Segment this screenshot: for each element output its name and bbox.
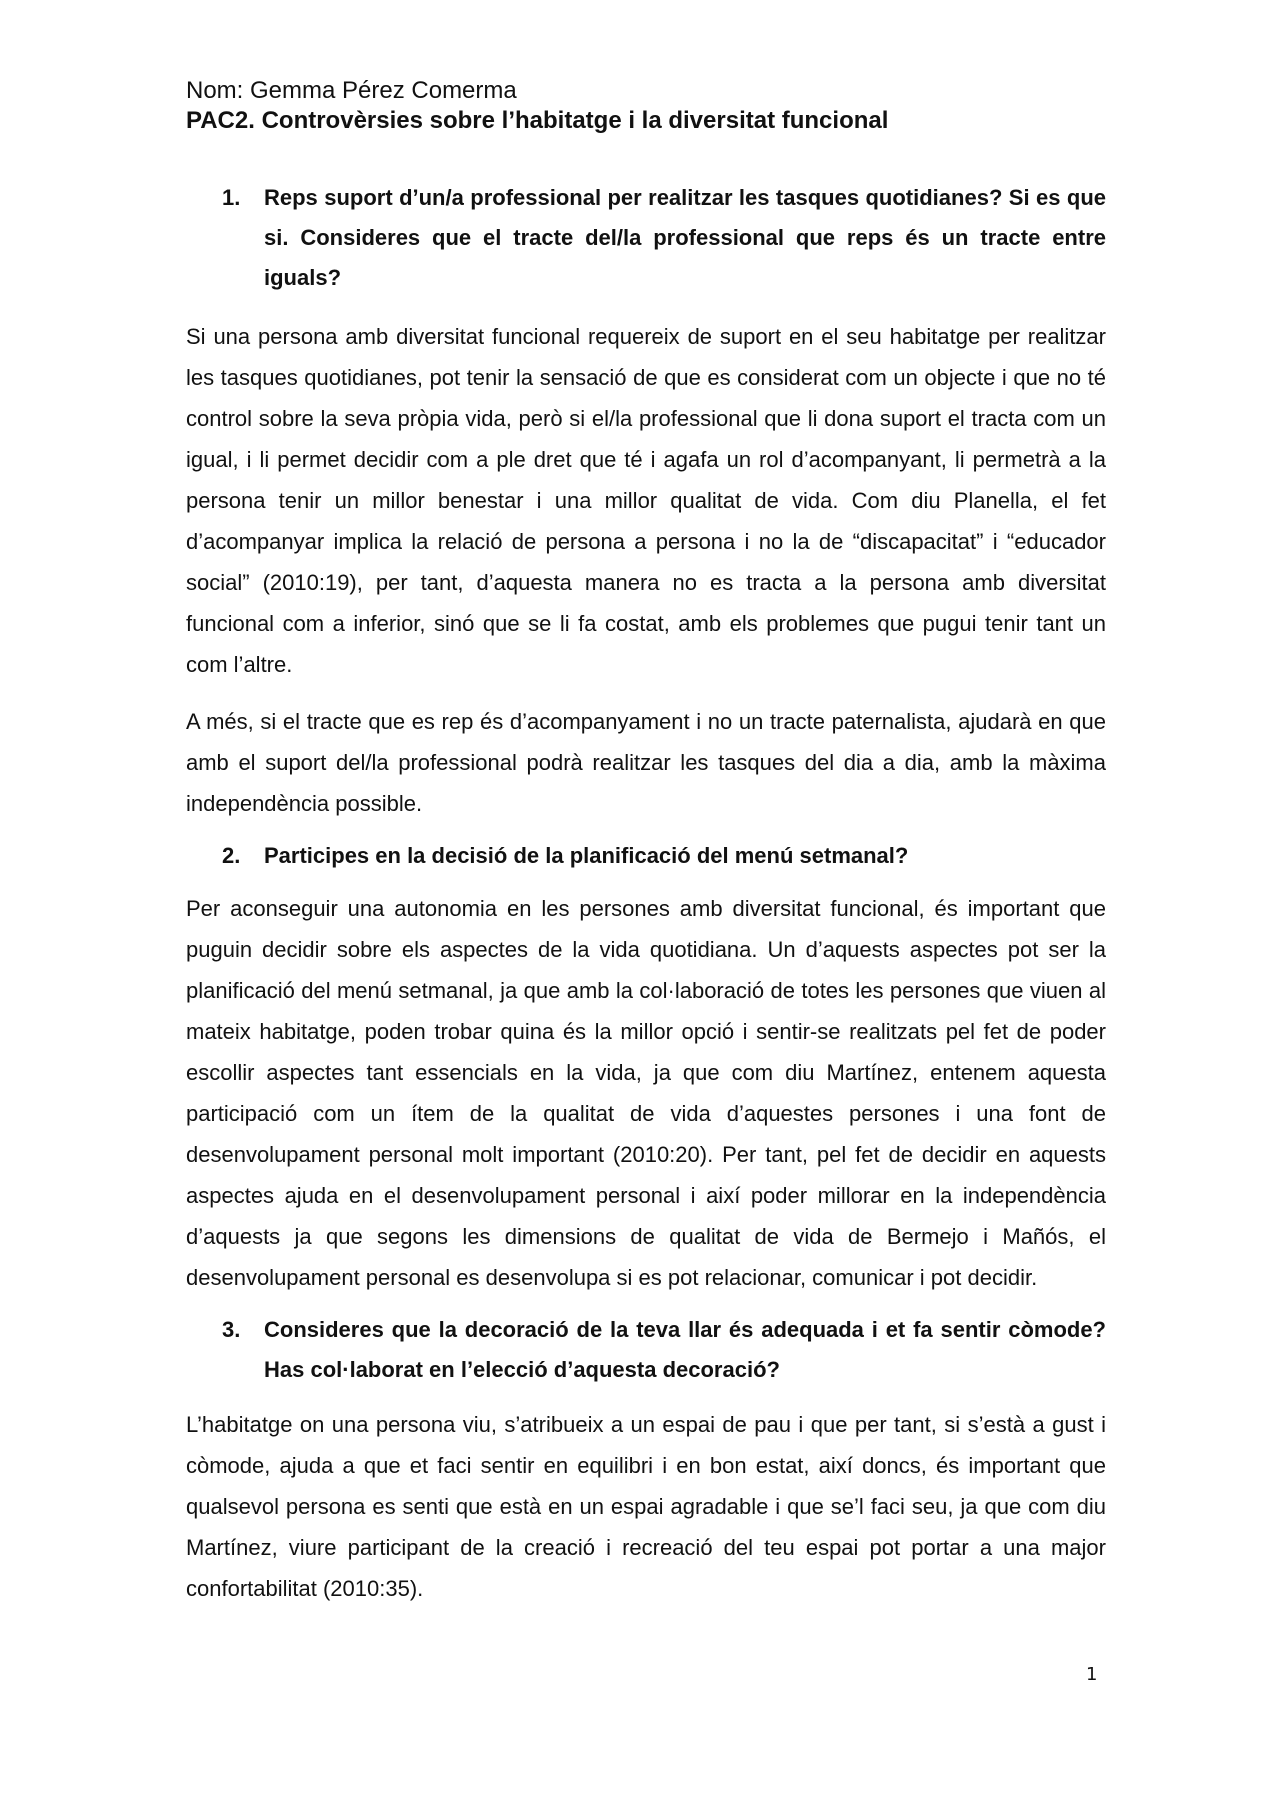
question-number: 2. [222, 843, 241, 868]
author-line: Nom: Gemma Pérez Comerma [186, 77, 517, 104]
question-1 [186, 178, 1106, 298]
document-header [186, 76, 1106, 136]
question-text: Participes en la decisió de la planificació del menú setmanal? [264, 843, 909, 868]
answer-paragraph: Si una persona amb diversitat funcional requereix de suport en el seu habitatge per realitzar les tasques quotidianes, pot tenir la sensació de que es considerat com un objecte i que no té control sobre la seva pròpia vida, però si el/la professional que li dona suport el tracta com un igual, i li permet decidir com a ple dret que té i agafa un rol d’acompanyant, li permetrà a la persona tenir un millor benestar i una millor qualitat de vida. Com diu Planella, el fet d’acompanyar implica la relació de persona a persona i no la de “discapacitat” i “educador social” (2010:19), per tant, d’aquesta manera no es tracta a la persona amb diversitat funcional com a inferior, sinó que se li fa costat, amb els problemes que pugui tenir tant un com l’altre. [186, 324, 1106, 677]
question-text: Consideres que la decoració de la teva llar és adequada i et fa sentir còmode? Has col·laborat en l’elecció d’aquesta decoració? [264, 1317, 1106, 1382]
question-text: Reps suport d’un/a professional per realitzar les tasques quotidianes? Si es que si. Consideres que el tracte del/la professional que reps és un tracte entre iguals? [264, 185, 1106, 290]
answer-paragraph: Per aconseguir una autonomia en les persones amb diversitat funcional, és important que puguin decidir sobre els aspectes de la vida quotidiana. Un d’aquests aspectes pot ser la planificació del menú setmanal, ja que amb la col·laboració de totes les persones que viuen al mateix habitatge, poden trobar quina és la millor opció i sentir-se realitzats pel fet de poder escollir aspectes tant essencials en la vida, ja que com diu Martínez, entenem aquesta participació com un ítem de la qualitat de vida d’aquestes persones i una font de desenvolupament personal molt important (2010:20). Per tant, pel fet de decidir en aquests aspectes ajuda en el desenvolupament personal i així poder millorar en la independència d’aquests ja que segons les dimensions de qualitat de vida de Bermejo i Mañós, el desenvolupament personal es desenvolupa si es pot relacionar, comunicar i pot decidir. [186, 896, 1106, 1290]
question-3 [186, 1310, 1106, 1390]
document-body [186, 178, 1106, 1609]
question-number: 1. [222, 185, 241, 210]
question-number: 3. [222, 1317, 241, 1342]
question-2 [186, 836, 1106, 876]
answer-paragraph: L’habitatge on una persona viu, s’atribueix a un espai de pau i que per tant, si s’està a gust i còmode, ajuda a que et faci sentir en equilibri i en bon estat, així doncs, és important que qualsevol persona es senti que està en un espai agradable i que se’l faci seu, ja que com diu Martínez, viure participant de la creació i recreació del teu espai pot portar a una major confortabilitat (2010:35). [186, 1412, 1106, 1601]
document-title: PAC2. Controvèrsies sobre l’habitatge i la diversitat funcional [186, 107, 889, 134]
answer-paragraph: A més, si el tracte que es rep és d’acompanyament i no un tracte paternalista, ajudarà en que amb el suport del/la professional podrà realitzar les tasques del dia a dia, amb la màxima independència possible. [186, 709, 1106, 816]
page-number: 1 [1086, 1664, 1098, 1685]
